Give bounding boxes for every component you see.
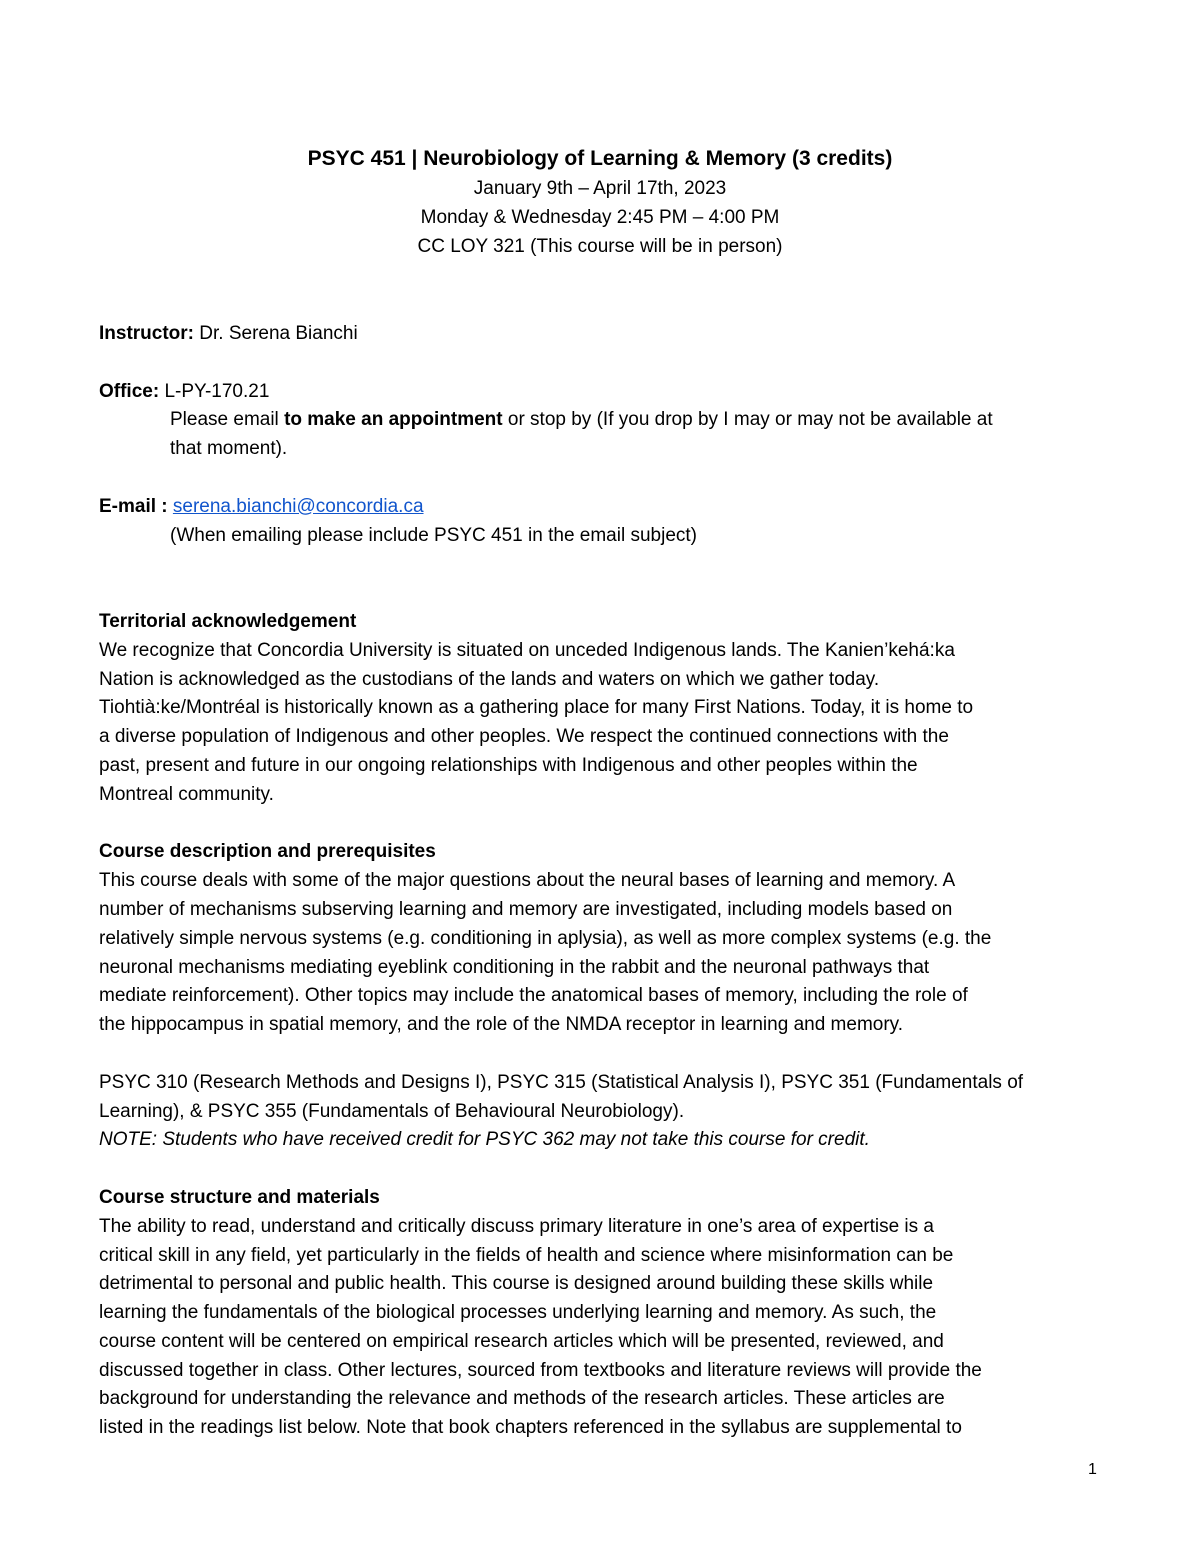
structure-text-line: critical skill in any field, yet particularly in the fields of health and science where misinformation can be	[99, 1244, 954, 1266]
description-text-line: relatively simple nervous systems (e.g. conditioning in aplysia), as well as more complex systems (e.g. the	[99, 927, 992, 949]
structure-text-line: detrimental to personal and public health. This course is designed around building these skills while	[99, 1273, 934, 1295]
structure-text-line: course content will be centered on empirical research articles which will be presented, reviewed, and	[99, 1330, 944, 1352]
structure-text-line: background for understanding the relevance and methods of the research articles. These articles are	[99, 1388, 945, 1410]
office-note: Please email to make an appointment or stop by (If you drop by I may or may not be available at	[170, 409, 993, 431]
page-number: 1	[1088, 1461, 1097, 1478]
email-link[interactable]: serena.bianchi@concordia.ca	[172, 495, 424, 517]
instructor-label: Instructor:	[99, 323, 194, 344]
office-note-continued: that moment).	[170, 438, 288, 460]
instructor-line	[99, 320, 1109, 349]
description-text-line: This course deals with some of the major questions about the neural bases of learning and memory. A	[99, 870, 956, 892]
structure-text-line: learning the fundamentals of the biological processes underlying learning and memory. As such, the	[99, 1302, 937, 1324]
description-text-line: the hippocampus in spatial memory, and the role of the NMDA receptor in learning and memory.	[99, 1014, 904, 1036]
territorial-text-line: a diverse population of Indigenous and other peoples. We respect the continued connections with the	[99, 726, 949, 748]
email-note: (When emailing please include PSYC 451 in the email subject)	[170, 524, 697, 546]
structure-text-line: discussed together in class. Other lectures, sourced from textbooks and literature reviews will provide the	[99, 1359, 982, 1381]
prerequisites-line: Learning), & PSYC 355 (Fundamentals of Behavioural Neurobiology).	[99, 1100, 685, 1122]
course-dates: January 9th – April 17th, 2023	[473, 178, 727, 199]
appointment-emphasis: to make an appointment	[284, 409, 503, 431]
office-line	[99, 378, 1109, 407]
course-location: CC LOY 321 (This course will be in person)	[417, 236, 783, 257]
description-text-line: mediate reinforcement). Other topics may include the anatomical bases of memory, including the role of	[99, 985, 968, 1007]
structure-text-line: listed in the readings list below. Note that book chapters referenced in the syllabus are supplemental to	[99, 1417, 962, 1439]
course-title: PSYC 451 | Neurobiology of Learning & Memory (3 credits)	[307, 147, 893, 170]
instructor-name: Dr. Serena Bianchi	[194, 323, 358, 344]
territorial-text-line: Montreal community.	[99, 783, 274, 805]
territorial-heading: Territorial acknowledgement	[99, 610, 357, 632]
credit-exclusion-note: NOTE: Students who have received credit for PSYC 362 may not take this course for credit.	[99, 1129, 870, 1151]
structure-text-line: The ability to read, understand and critically discuss primary literature in one’s area of expertise is a	[99, 1215, 934, 1237]
office-room: L-PY-170.21	[159, 380, 270, 402]
description-text-line: number of mechanisms subserving learning and memory are investigated, including models based on	[99, 898, 953, 920]
description-text-line: neuronal mechanisms mediating eyeblink conditioning in the rabbit and the neuronal pathways that	[99, 956, 930, 978]
email-line	[99, 493, 1109, 522]
structure-heading: Course structure and materials	[99, 1186, 380, 1208]
territorial-text-line: We recognize that Concordia University is situated on unceded Indigenous lands. The Kanien’kehá:ka	[99, 639, 955, 661]
prerequisites-line: PSYC 310 (Research Methods and Designs I), PSYC 315 (Statistical Analysis I), PSYC 351 (Fundamentals of	[99, 1071, 1024, 1093]
syllabus-body	[99, 320, 1109, 1443]
email-label: E-mail :	[99, 495, 168, 517]
course-header	[0, 144, 1200, 261]
territorial-text-line: Tiohtià:ke/Montréal is historically known as a gathering place for many First Nations. Today, it is home to	[99, 697, 974, 719]
territorial-text-line: past, present and future in our ongoing relationships with Indigenous and other peoples within the	[99, 754, 918, 776]
description-heading: Course description and prerequisites	[99, 841, 436, 863]
office-label: Office:	[99, 380, 160, 402]
territorial-text-line: Nation is acknowledged as the custodians of the lands and waters on which we gather today.	[99, 668, 880, 690]
course-schedule: Monday & Wednesday 2:45 PM – 4:00 PM	[420, 207, 780, 228]
